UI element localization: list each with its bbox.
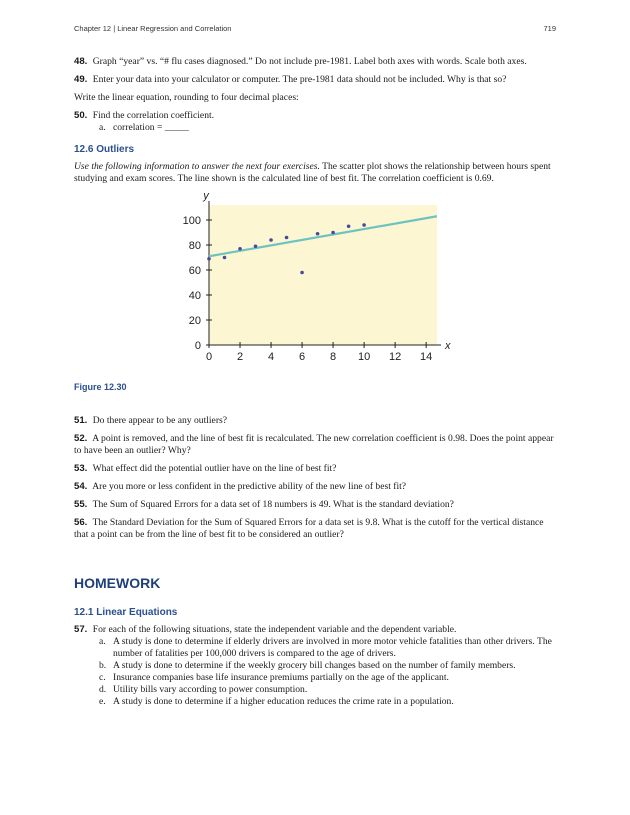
exercise-49 (74, 74, 558, 86)
exercise-number: 56. (74, 517, 88, 528)
exercise-number: 51. (74, 415, 88, 426)
x-tick-label: 0 (205, 351, 213, 363)
exercise-number: 55. (74, 499, 88, 510)
data-point (254, 244, 258, 248)
section-heading-linear-equations: 12.1 Linear Equations (74, 607, 178, 618)
x-tick-label: 6 (298, 351, 306, 363)
part-text: Insurance companies base life insurance premiums partially on the age of the applicant. (113, 672, 449, 683)
exercise-51 (74, 415, 558, 427)
part-text: A study is done to determine if a higher education reduces the crime rate in a population. (113, 696, 454, 707)
x-tick-label: 4 (267, 351, 275, 363)
exercise-text: For each of the following situations, state the independent variable and the dependent variable. (92, 624, 457, 635)
exercise-text: Do there appear to be any outliers? (92, 415, 228, 426)
exercise-number: 50. (74, 110, 88, 121)
part-letter: c. (99, 672, 106, 683)
exercise-50-part-a (99, 122, 558, 134)
exercise-number: 54. (74, 481, 88, 492)
exercise-intro (74, 161, 558, 185)
exercise-57-part-b (99, 660, 558, 672)
exercise-text: A point is removed, and the line of best fit is recalculated. The new correlation coefficient is 0.98. Does the point appear to have been an outlier? Why? (74, 433, 554, 456)
data-point (300, 271, 304, 275)
plot-background (209, 205, 437, 345)
exercise-57-part-a (99, 636, 558, 660)
exercise-57 (74, 624, 558, 636)
y-tick-label: 0 (194, 340, 201, 352)
exercise-50 (74, 110, 558, 122)
section-heading-outliers: 12.6 Outliers (74, 144, 135, 155)
page-header (74, 24, 556, 38)
exercise-number: 48. (74, 56, 88, 67)
exercise-52 (74, 433, 558, 457)
exercise-text: Are you more or less confident in the predictive ability of the new line of best fit? (92, 481, 407, 492)
page-number: 719 (543, 24, 556, 33)
y-axis-label: y (203, 191, 209, 202)
exercise-text: Enter your data into your calculator or computer. The pre-1981 data should not be included. Why is that so? (92, 74, 507, 85)
y-tick-label: 40 (188, 290, 201, 302)
data-point (207, 257, 211, 261)
exercise-text: Graph “year” vs. “# flu cases diagnosed.” Do not include pre-1981. Label both axes with words. Scale both axes. (92, 56, 527, 67)
exercise-number: 53. (74, 463, 88, 474)
exercise-57-part-d (99, 684, 558, 696)
homework-heading: HOMEWORK (74, 575, 161, 591)
linear-equation-prompt: Write the linear equation, rounding to four decimal places: (74, 92, 299, 103)
x-tick-label: 10 (357, 351, 371, 363)
exercise-text: The Standard Deviation for the Sum of Squared Errors for a data set is 9.8. What is the cutoff for the vertical distance that a point can be from the line of best fit to be considered an outlier? (74, 517, 544, 540)
chapter-title: Chapter 12 | Linear Regression and Correlation (74, 24, 232, 33)
y-tick-label: 80 (188, 240, 201, 252)
data-point (223, 256, 227, 260)
exercise-55 (74, 499, 558, 511)
x-axis-label: x (445, 340, 451, 352)
exercise-text: The Sum of Squared Errors for a data set of 18 numbers is 49. What is the standard deviation? (92, 499, 454, 510)
intro-rest: The scatter plot shows the relationship between hours spent studying and exam scores. The line shown is the calculated line of best fit. The correlation coefficient is 0.69. (74, 161, 551, 184)
data-point (347, 224, 351, 228)
exercise-57-part-c (99, 672, 558, 684)
part-text: correlation = _____ (113, 122, 189, 133)
part-text: A study is done to determine if elderly drivers are involved in more motor vehicle fatalities than other drivers. The number of fatalities per 100,000 drivers is compared to the age of drivers. (113, 636, 552, 659)
exercise-text: What effect did the potential outlier have on the line of best fit? (92, 463, 337, 474)
figure-caption: Figure 12.30 (74, 382, 127, 392)
data-point (331, 231, 335, 235)
exercise-text: Find the correlation coefficient. (92, 110, 215, 121)
exercise-number: 49. (74, 74, 88, 85)
y-tick-label: 60 (188, 265, 201, 277)
data-point (316, 232, 320, 236)
data-point (238, 247, 242, 251)
part-text: Utility bills vary according to power consumption. (113, 684, 308, 695)
exercise-54 (74, 481, 558, 493)
x-tick-label: 2 (236, 351, 244, 363)
exercise-number: 52. (74, 433, 88, 444)
data-point (269, 238, 273, 242)
exercise-48 (74, 56, 558, 68)
exercise-57-parts (74, 636, 558, 708)
y-tick-label: 20 (188, 315, 201, 327)
exercise-57-part-e (99, 696, 558, 708)
y-tick-label: 100 (182, 215, 201, 227)
part-letter: a. (99, 122, 106, 133)
data-point (285, 236, 289, 240)
page-content (74, 56, 558, 708)
part-letter: d. (99, 684, 107, 695)
scatter-plot (74, 191, 558, 381)
part-text: A study is done to determine if the weekly grocery bill changes based on the number of family members. (113, 660, 516, 671)
x-tick-label: 14 (420, 351, 433, 363)
part-letter: b. (99, 660, 107, 671)
scatter-plot-svg (74, 191, 558, 381)
part-letter: e. (99, 696, 106, 707)
data-point (362, 223, 366, 227)
exercise-53 (74, 463, 558, 475)
x-tick-label: 12 (388, 351, 402, 363)
part-letter: a. (99, 636, 106, 647)
x-tick-label: 8 (330, 351, 337, 363)
exercise-56 (74, 517, 558, 541)
intro-lead: Use the following information to answer the next four exercises. (74, 161, 320, 172)
exercise-number: 57. (74, 624, 88, 635)
